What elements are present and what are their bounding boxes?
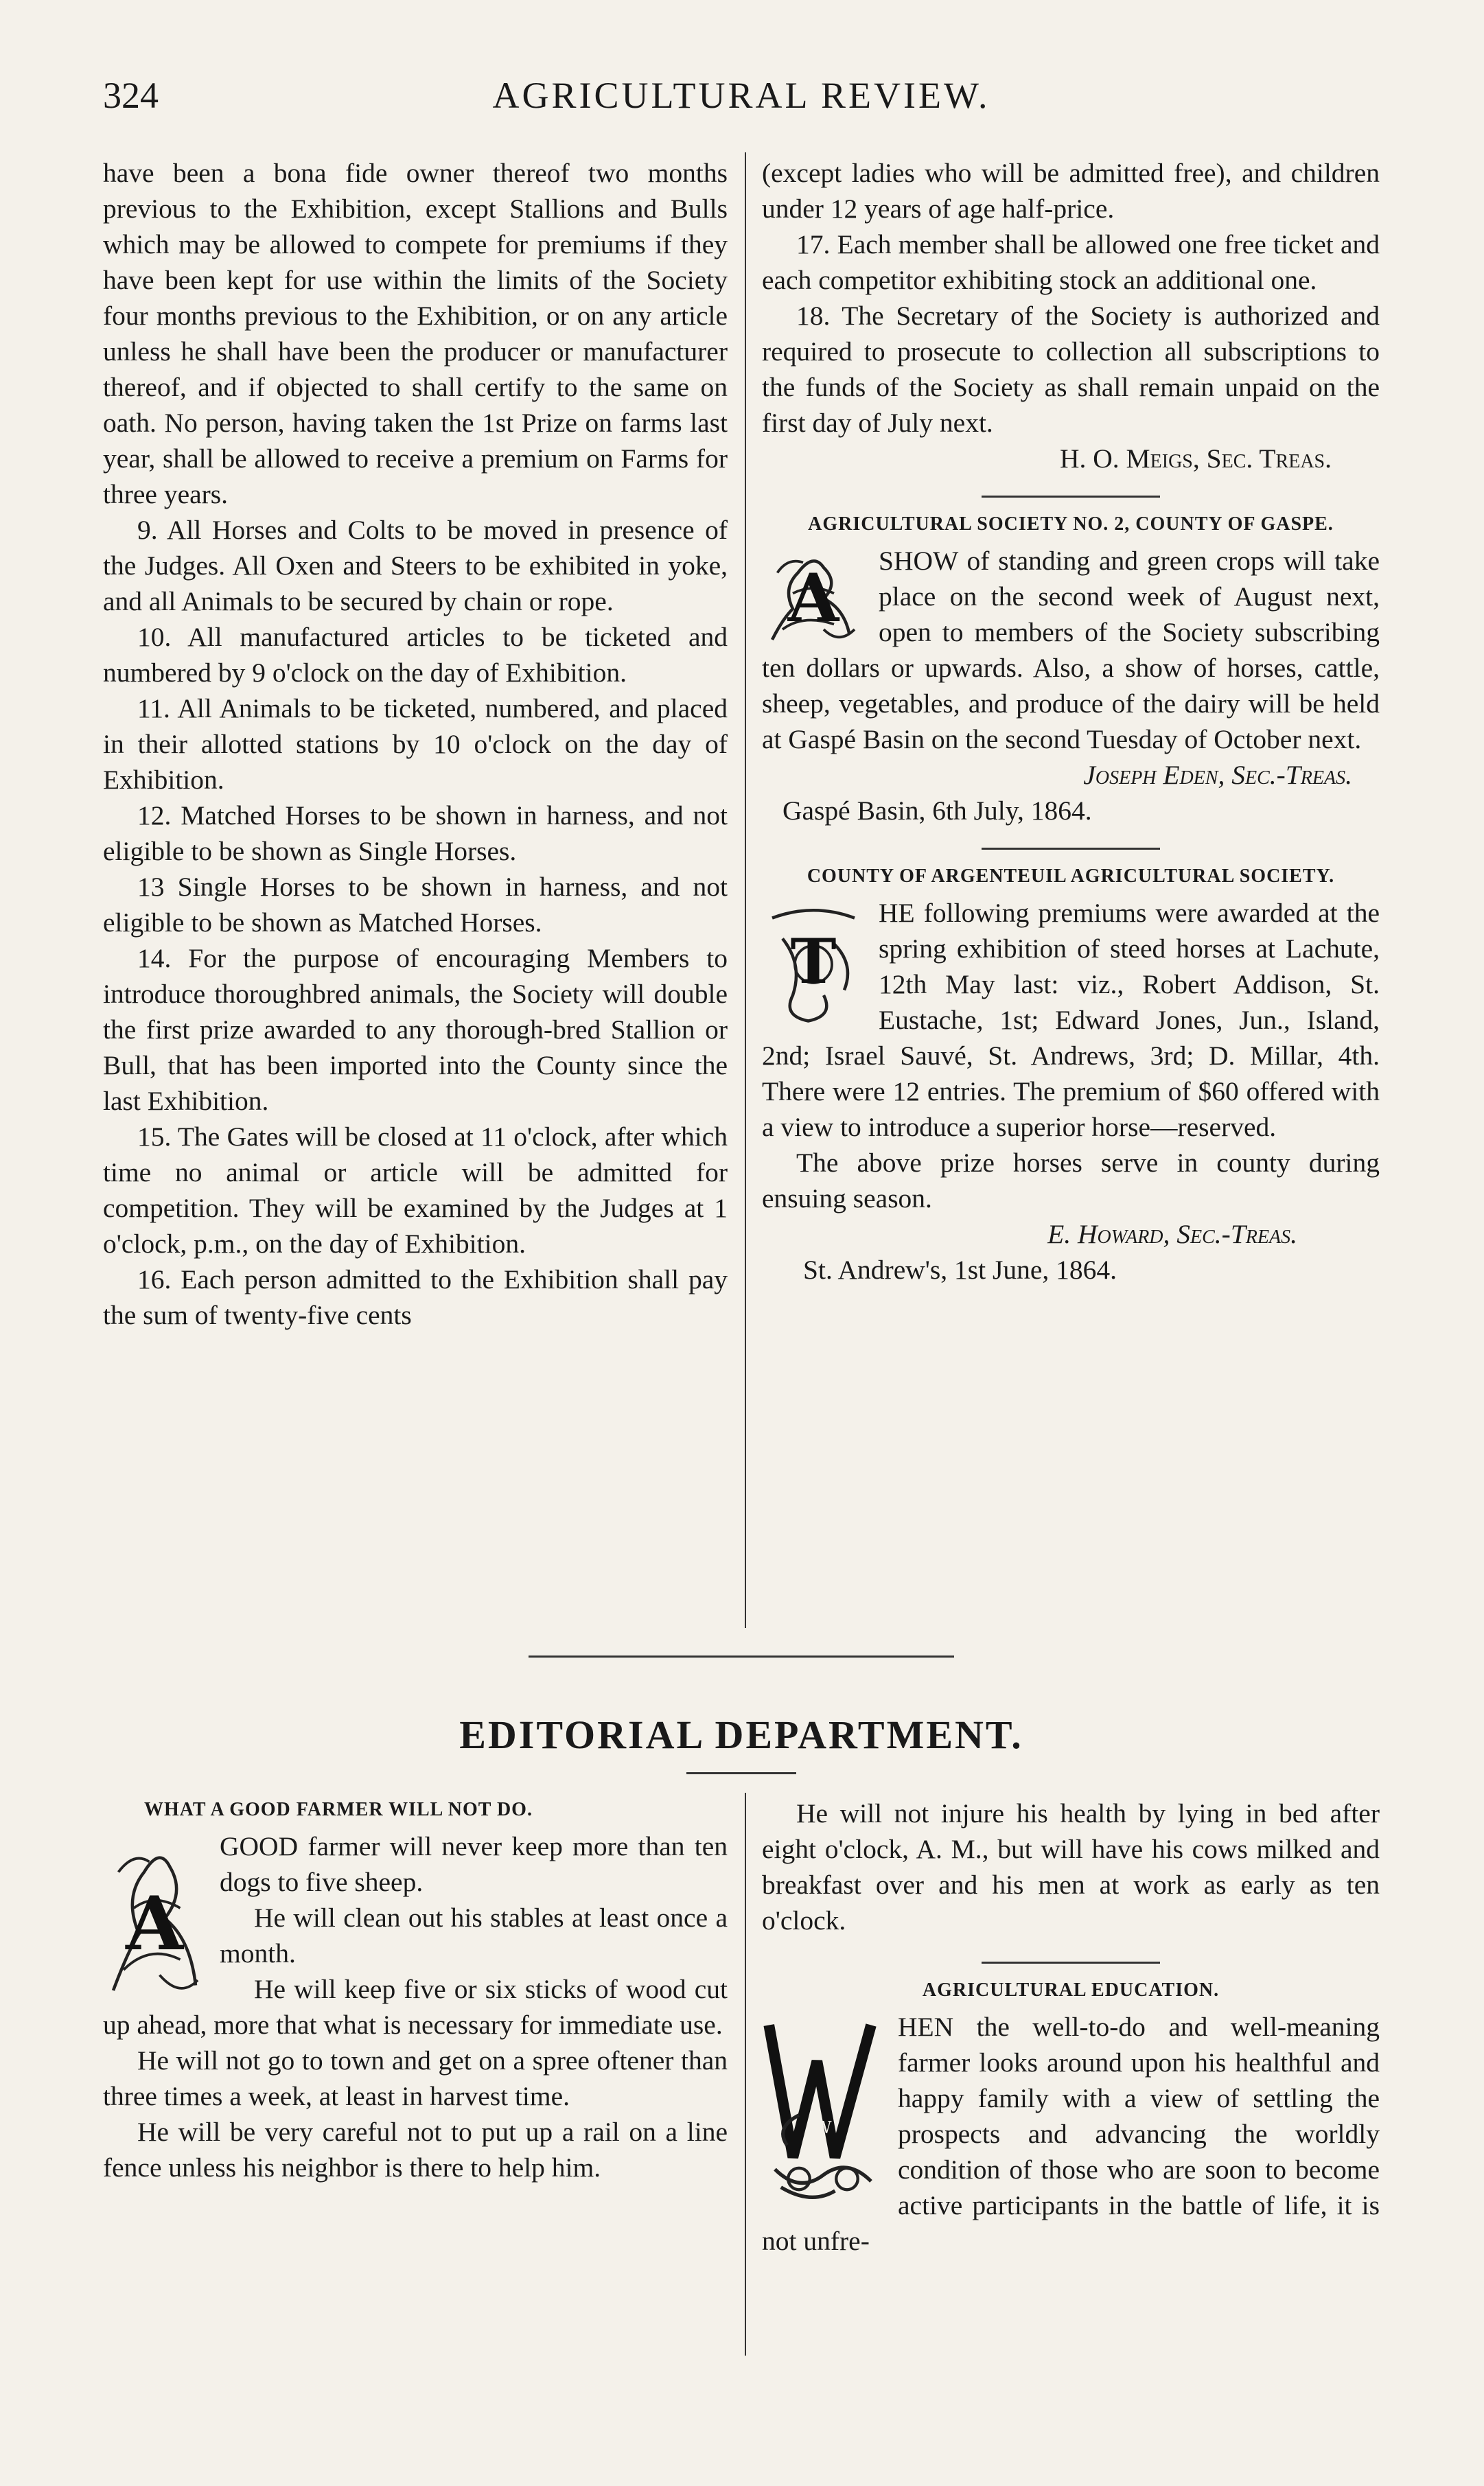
rule-11: 11. All Animals to be ticketed, numbered, and placed in their allotted stations by 10 o'clock on the day of Exhibition.: [103, 693, 728, 795]
rule-12: 12. Matched Horses to be shown in harness, and not eligible to be shown as Single Horses.: [103, 800, 728, 866]
ornamental-letter-a-icon: [762, 547, 865, 650]
column-1: [103, 155, 728, 1333]
rule-14: 14. For the purpose of encouraging Members to introduce thoroughbred animals, the Society will double the first prize awarded to any thorough-bred Stallion or Bull, that has been imported into the County since the last Exhibition.: [103, 943, 728, 1116]
gaspe-notice-text: SHOW of standing and green crops will take place on the second week of August next, open to members of the Society subscribing ten dollars or upwards. Also, a show of horses, cattle, sheep, vegetables, and produce of the dairy will be held at Gaspé Basin on the second Tuesday of October next.: [762, 546, 1380, 754]
farmer-paragraph-1: GOOD farmer will never keep more than ten dogs to five sheep.: [220, 1831, 728, 1897]
farmer-paragraph-2: He will clean out his stables at least once a month.: [220, 1903, 728, 1968]
argenteuil-notice-text: HE following premiums were awarded at the spring exhibition of steed horses at Lachute, 12th May last: viz., Robert Addison, St. Eustache, 1st; Edward Jones, Jun., Island, 2nd; Israel Sauvé, St. Andrews, 3rd; D. Millar, 4th. There were 12 entries. The premium of $60 offered with a view to introduce a superior horse—reserved.: [762, 898, 1380, 1142]
argenteuil-notice-text-2: The above prize horses serve in county during ensuing season.: [762, 1148, 1380, 1213]
rule-16-continued: (except ladies who will be admitted free), and children under 12 years of age half-price.: [762, 158, 1380, 224]
heading-gaspe-society: AGRICULTURAL SOCIETY NO. 2, COUNTY OF GASPE.: [808, 513, 1334, 535]
column-2: [762, 155, 1380, 1288]
column-4: [762, 1796, 1380, 2259]
farmer-paragraph-6: He will not injure his health by lying in bed after eight o'clock, A. M., but will have his cows milked and breakfast over and his men at work as early as ten o'clock.: [762, 1798, 1380, 1936]
section-divider: [529, 1656, 954, 1658]
rule-17: 17. Each member shall be allowed one free ticket and each competitor exhibiting stock an additional one.: [762, 229, 1380, 295]
column-divider-top: [745, 152, 746, 1628]
rule-15: 15. The Gates will be closed at 11 o'clock, after which time no animal or article will be admitted for competition. They will be examined by the Judges at 1 o'clock, p.m., on the day of Exhibition.: [103, 1122, 728, 1259]
column-divider-bottom: [745, 1793, 746, 2356]
editorial-department-title: EDITORIAL DEPARTMENT.: [459, 1712, 1023, 1757]
svg-text:A: A: [126, 1881, 183, 1967]
svg-text:T: T: [790, 925, 837, 998]
ornamental-letter-a-icon: [103, 1833, 206, 2004]
heading-agricultural-education: AGRICULTURAL EDUCATION.: [922, 1979, 1220, 2001]
short-rule: [982, 848, 1160, 850]
svg-text:A: A: [787, 559, 839, 637]
ornamental-letter-w-icon: [762, 2013, 884, 2205]
rule-10: 10. All manufactured articles to be ticketed and numbered by 9 o'clock on the day of Exhibition.: [103, 622, 728, 688]
rule-16: 16. Each person admitted to the Exhibition shall pay the sum of twenty-five cents: [103, 1264, 728, 1330]
short-rule: [982, 496, 1160, 498]
svg-text:W: W: [814, 2117, 832, 2137]
rule-18: 18. The Secretary of the Society is authorized and required to prosecute to collection all subscriptions to the funds of the Society as shall remain unpaid on the first day of July next.: [762, 301, 1380, 438]
education-paragraph: HEN the well-to-do and well-meaning farmer looks around upon his healthful and happy family with a view of settling the prospects and advancing the worldly condition of those who are soon to become active participants in the battle of life, it is not unfre-: [762, 2012, 1380, 2256]
farmer-paragraph-4: He will not go to town and get on a spree oftener than three times a week, at least in harvest time.: [103, 2045, 728, 2111]
paragraph-rules-continued: have been a bona fide owner thereof two months previous to the Exhibition, except Stallions and Bulls which may be allowed to compete for premiums if they have been kept for use within the limits of the Society four months previous to the Exhibition, or on any article unless he shall have been the producer or manufacturer thereof, and if objected to shall certify to the same on oath. No person, having taken the 1st Prize on farms last year, shall be allowed to receive a premium on Farms for three years.: [103, 158, 728, 509]
gaspe-place-date: Gaspé Basin, 6th July, 1864.: [782, 795, 1092, 826]
signature-eden: Joseph Eden, Sec.-Treas.: [1083, 760, 1352, 790]
rule-9: 9. All Horses and Colts to be moved in presence of the Judges. All Oxen and Steers to be exhibited in yoke, and all Animals to be secured by chain or rope.: [103, 515, 728, 616]
ornamental-letter-t-icon: [762, 899, 865, 1030]
title-underline: [686, 1772, 796, 1774]
signature-howard: E. Howard, Sec.-Treas.: [1047, 1219, 1297, 1249]
farmer-paragraph-3: He will keep five or six sticks of wood cut up ahead, more that what is necessary for immediate use.: [103, 1974, 728, 2040]
heading-argenteuil-society: COUNTY OF ARGENTEUIL AGRICULTURAL SOCIETY.: [807, 866, 1335, 887]
column-3: [103, 1796, 728, 2185]
farmer-paragraph-5: He will be very careful not to put up a rail on a line fence unless his neighbor is there to help him.: [103, 2117, 728, 2183]
argenteuil-place-date: St. Andrew's, 1st June, 1864.: [803, 1255, 1117, 1285]
heading-good-farmer: WHAT A GOOD FARMER WILL NOT DO.: [144, 1799, 533, 1820]
running-header: [103, 74, 1380, 129]
page-number: 324: [103, 75, 159, 116]
signature-meigs: H. O. Meigs, Sec. Treas.: [1059, 443, 1332, 474]
rule-13: 13 Single Horses to be shown in harness, and not eligible to be shown as Matched Horses.: [103, 872, 728, 938]
journal-title: AGRICULTURAL REVIEW.: [492, 75, 990, 116]
short-rule: [982, 1962, 1160, 1964]
